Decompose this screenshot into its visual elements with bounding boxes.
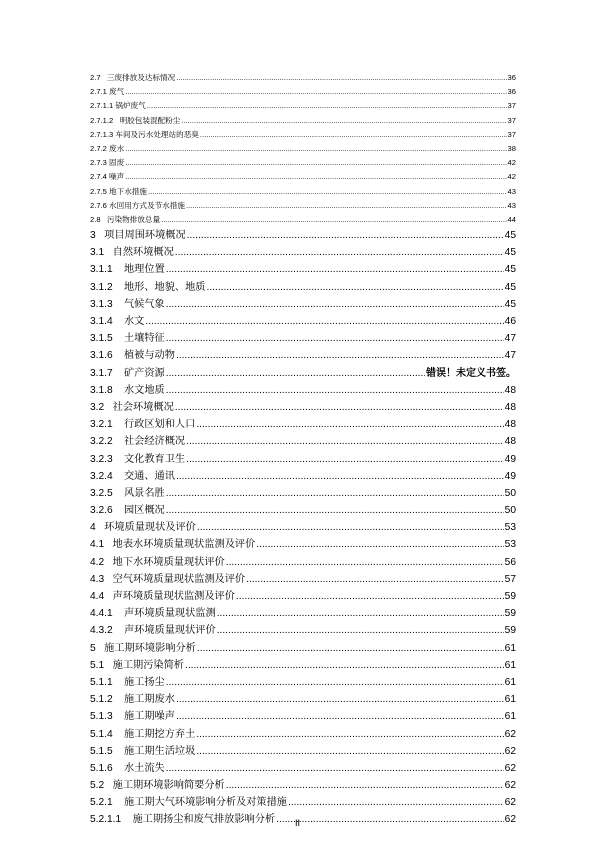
toc-leader-dots: [176, 71, 506, 85]
toc-page-number: 37: [507, 101, 516, 111]
toc-leader-dots: [207, 279, 504, 296]
toc-entry[interactable]: [90, 794, 516, 811]
toc-entry-spacing: [113, 502, 124, 519]
toc-page-number: 59: [504, 608, 516, 620]
toc-leader-dots: [125, 156, 506, 170]
toc-entry-title: 噪声: [109, 172, 125, 182]
toc-page-number: 62: [504, 762, 516, 774]
toc-entry-title: 交通、通讯: [124, 470, 175, 482]
toc-entry-number: 5.1.6: [90, 762, 113, 774]
toc-page-number: 62: [504, 797, 516, 809]
toc-page-number: 61: [504, 694, 516, 706]
toc-entry-number: 2.7: [90, 73, 101, 82]
toc-leader-dots: [186, 451, 504, 468]
toc-entry-spacing: [113, 674, 124, 691]
toc-entry-title: 污染物排放总量: [106, 214, 161, 224]
toc-leader-dots: [176, 468, 504, 485]
toc-leader-dots: [186, 433, 504, 450]
toc-leader-dots: [166, 330, 504, 347]
toc-entry-number: 5.1: [90, 659, 105, 671]
toc-entry-title: 地下水环境质量现状评价: [112, 556, 225, 568]
toc-entry[interactable]: [90, 213, 516, 227]
toc-entry-number: 2.7.1.3: [90, 129, 114, 139]
toc-entry-number: 2.7.2: [90, 143, 107, 153]
toc-entry[interactable]: [90, 365, 516, 382]
toc-entry-title: 水回用方式及节水措施: [109, 200, 185, 210]
toc-entry[interactable]: [90, 451, 516, 468]
toc-entry-number: 3.1.8: [90, 384, 113, 396]
toc-entry-title: 施工期环境影响分析: [104, 642, 196, 654]
toc-page-number: 49: [504, 470, 516, 482]
toc-entry-title: 施工期污染简析: [112, 659, 184, 671]
toc-leader-dots: [145, 313, 503, 330]
toc-leader-dots: [246, 571, 504, 588]
toc-leader-dots: [197, 640, 504, 657]
toc-entry-number: 4.3: [90, 573, 105, 585]
toc-entry-number: 2.7.1.1: [90, 101, 114, 111]
toc-page-number: 56: [504, 556, 516, 568]
toc-entry-spacing: [104, 536, 113, 553]
toc-entry-number: 5.1.2: [90, 694, 113, 706]
toc-entry-title: 项目周围环境概况: [104, 230, 186, 242]
toc-entry-title: 空气环境质量现状监测及评价: [112, 573, 246, 585]
toc-entry-title: 地下水措施: [109, 186, 147, 196]
toc-entry-title: 水土流失: [124, 762, 165, 774]
toc-page-number: 45: [504, 230, 516, 242]
toc-entry-number: 3.2.1: [90, 419, 113, 431]
toc-page-number: 61: [504, 642, 516, 654]
toc-entry-title: 声环境质量现状评价: [124, 625, 216, 637]
toc-page-number: 62: [504, 814, 516, 826]
toc-entry[interactable]: [90, 279, 516, 296]
toc-entry-spacing: [113, 347, 124, 364]
toc-entry-title: 三废排放及达标情况: [106, 73, 176, 82]
toc-entry-number: 2.7.6: [90, 200, 107, 210]
toc-leader-dots: [185, 657, 504, 674]
toc-page-number: 48: [504, 384, 516, 396]
toc-entry-title: 施工期环境影响简要分析: [112, 780, 225, 792]
toc-page-number: 45: [504, 298, 516, 310]
toc-leader-dots: [217, 622, 504, 639]
toc-page-number: 49: [504, 453, 516, 465]
toc-entry-spacing: [113, 365, 124, 382]
toc-entry-spacing: [113, 296, 124, 313]
toc-entry-number: 2.7.3: [90, 158, 107, 168]
toc-entry-number: 3.1: [90, 247, 105, 259]
toc-entry-number: 4.4.1: [90, 608, 113, 620]
toc-entry-title: 园区概况: [124, 505, 165, 517]
toc-entry[interactable]: [90, 296, 516, 313]
toc-page-number: 61: [504, 711, 516, 723]
toc-leader-dots: [166, 485, 504, 502]
toc-entry-title: 锅炉废气: [115, 101, 146, 111]
toc-entry[interactable]: [90, 468, 516, 485]
toc-page-number: 62: [504, 745, 516, 757]
toc-entry[interactable]: [90, 536, 516, 553]
toc-entry-title: 地理位置: [124, 264, 165, 276]
toc-leader-dots: [196, 743, 503, 760]
toc-entry[interactable]: [90, 743, 516, 760]
toc-entry-spacing: [113, 313, 124, 330]
toc-entry-spacing: [104, 399, 113, 416]
toc-leader-dots: [166, 365, 425, 382]
toc-entry-title: 声环境质量现状监测: [124, 608, 216, 620]
toc-entry-number: 3.1.5: [90, 333, 113, 345]
toc-entry-spacing: [113, 691, 124, 708]
toc-entry-number: 4.4: [90, 591, 105, 602]
toc-leader-dots: [125, 170, 506, 184]
toc-entry-number: 3: [90, 230, 96, 242]
toc-leader-dots: [125, 142, 506, 156]
toc-entry-title: 行政区划和人口: [124, 419, 196, 431]
toc-entry-number: 3.1.3: [90, 298, 113, 310]
toc-entry-number: 5.2.1: [90, 797, 113, 809]
toc-entry[interactable]: [90, 399, 516, 416]
toc-leader-dots: [147, 99, 507, 113]
toc-leader-dots: [175, 244, 504, 261]
toc-entry-number: 3.2.6: [90, 505, 113, 517]
toc-page-number: 53: [504, 539, 516, 551]
toc-entry-spacing: [113, 726, 124, 743]
toc-leader-dots: [148, 185, 507, 199]
toc-page-number: 48: [504, 401, 516, 413]
toc-entry[interactable]: [90, 433, 516, 450]
toc-entry-number: 3.1.2: [90, 281, 113, 293]
toc-leader-dots: [166, 382, 504, 399]
toc-entry-title: 施工期大气环境影响分析及对策措施: [124, 797, 287, 809]
toc-leader-dots: [197, 519, 504, 536]
toc-entry-title: 土壤特征: [124, 333, 165, 345]
toc-entry-title: 地表水环境质量现状监测及评价: [112, 539, 256, 551]
toc-entry-spacing: [113, 708, 124, 725]
toc-entry[interactable]: [90, 382, 516, 399]
toc-leader-dots: [186, 199, 507, 213]
toc-entry-number: 2.7.1: [90, 87, 107, 97]
toc-entry-spacing: [113, 485, 124, 502]
toc-entry[interactable]: [90, 640, 516, 657]
toc-entry[interactable]: [90, 227, 516, 244]
toc-entry-number: 2.7.5: [90, 186, 107, 196]
toc-leader-dots: [125, 85, 506, 99]
page-number: II: [294, 818, 300, 828]
toc-entry[interactable]: [90, 156, 516, 170]
toc-entry[interactable]: [90, 485, 516, 502]
toc-entry-number: 3.1.4: [90, 316, 113, 327]
toc-entry[interactable]: [90, 261, 516, 278]
toc-leader-dots: [166, 261, 504, 278]
toc-page-number: 61: [504, 659, 516, 671]
toc-entry-title: 明胶包装混配粉尘: [119, 115, 181, 125]
toc-entry-title: 环境质量现状及评价: [104, 522, 196, 534]
toc-entry-title: 社会经济概况: [124, 436, 186, 448]
toc-entry[interactable]: [90, 313, 516, 330]
toc-entry[interactable]: [90, 244, 516, 261]
toc-entry-number: 5.1.5: [90, 745, 113, 757]
toc-leader-dots: [196, 726, 503, 743]
toc-entry-number: 5.1.1: [90, 676, 113, 688]
toc-entry[interactable]: [90, 128, 516, 142]
toc-leader-dots: [176, 708, 504, 725]
toc-entry[interactable]: [90, 185, 516, 199]
toc-page-number: 57: [504, 573, 516, 585]
toc-page-number: 62: [504, 728, 516, 740]
toc-entry[interactable]: [90, 726, 516, 743]
toc-page-number: 62: [504, 780, 516, 792]
toc-entry-number: 4.1: [90, 539, 105, 551]
toc-entry[interactable]: [90, 85, 516, 99]
toc-entry-title: 社会环境概况: [112, 401, 174, 413]
toc-entry[interactable]: [90, 622, 516, 639]
toc-leader-dots: [176, 691, 504, 708]
toc-entry-spacing: [113, 451, 124, 468]
toc-page-number: 38: [507, 143, 516, 153]
toc-leader-dots: [236, 588, 504, 605]
toc-page-number: 50: [504, 487, 516, 499]
toc-page-number: 43: [507, 200, 516, 210]
toc-entry[interactable]: [90, 691, 516, 708]
toc-leader-dots: [226, 554, 504, 571]
toc-leader-dots: [166, 502, 504, 519]
toc-entry-number: 3.2.3: [90, 453, 113, 465]
toc-entry[interactable]: [90, 502, 516, 519]
toc-page-number: 43: [507, 186, 516, 196]
toc-entry[interactable]: [90, 519, 516, 536]
toc-entry-number: 4.2: [90, 556, 105, 568]
toc-page-number: 46: [504, 316, 516, 327]
toc-page-number: 48: [504, 419, 516, 431]
toc-entry-spacing: [113, 279, 124, 296]
toc-entry-spacing: [96, 519, 105, 536]
toc-entry[interactable]: [90, 554, 516, 571]
toc-page-number: 45: [504, 247, 516, 259]
toc-entry[interactable]: [90, 571, 516, 588]
toc-entry-number: 5.1.4: [90, 728, 113, 740]
toc-entry-spacing: [113, 622, 124, 639]
toc-entry-title: 水文地质: [124, 384, 165, 396]
toc-page-number: 36: [507, 73, 516, 82]
toc-entry-spacing: [96, 640, 105, 657]
toc-entry-spacing: [113, 416, 124, 433]
toc-entry-title: 声环境质量现状监测及评价: [112, 591, 235, 602]
toc-entry-number: 3.2.4: [90, 470, 113, 482]
toc-entry-title: 水文: [124, 316, 145, 327]
toc-entry-number: 3.1.1: [90, 264, 113, 276]
toc-entry-spacing: [104, 244, 113, 261]
toc-leader-dots: [166, 760, 504, 777]
toc-entry[interactable]: [90, 71, 516, 85]
toc-page-number: 42: [507, 172, 516, 182]
toc-page-number: 45: [504, 281, 516, 293]
toc-entry[interactable]: [90, 605, 516, 622]
toc-entry-number: 3.1.6: [90, 350, 113, 362]
toc-entry-spacing: [113, 468, 124, 485]
toc-page-number: 48: [504, 436, 516, 448]
toc-entry[interactable]: [90, 330, 516, 347]
toc-entry-title: 植被与动物: [124, 350, 175, 362]
toc-entry-spacing: [113, 433, 124, 450]
toc-entry-title: 施工期挖方弃土: [124, 728, 196, 740]
toc-entry[interactable]: [90, 708, 516, 725]
toc-entry-number: 3.2.5: [90, 487, 113, 499]
toc-page-number: 37: [507, 115, 516, 125]
toc-entry-spacing: [104, 554, 113, 571]
toc-entry-title: 施工期废水: [124, 694, 175, 706]
toc-entry[interactable]: [90, 760, 516, 777]
toc-entry[interactable]: [90, 657, 516, 674]
toc-entry-title: 废水: [109, 143, 125, 153]
toc-entry-number: 3.2.2: [90, 436, 113, 448]
toc-entry[interactable]: [90, 142, 516, 156]
toc-entry-number: 5.1.3: [90, 711, 113, 723]
toc-entry-spacing: [104, 777, 113, 794]
toc-entry[interactable]: [90, 99, 516, 113]
toc-entry-spacing: [104, 571, 113, 588]
toc-entry-spacing: [113, 743, 124, 760]
toc-entry-title: 自然环境概况: [112, 247, 174, 259]
toc-page-number: 36: [507, 87, 516, 97]
toc-entry-spacing: [113, 330, 124, 347]
toc-entry-number: 5: [90, 642, 96, 654]
toc-page-number: 59: [504, 625, 516, 637]
toc-page-number: 61: [504, 676, 516, 688]
toc-entry-title: 风景名胜: [124, 487, 165, 499]
toc-entry[interactable]: [90, 170, 516, 184]
toc-entry[interactable]: [90, 416, 516, 433]
toc-entry-title: 施工期生活垃圾: [124, 745, 196, 757]
toc-entry-spacing: [104, 588, 113, 605]
toc-page-number: 44: [507, 214, 516, 224]
toc-entry-title: 废气: [109, 87, 125, 97]
toc-entry-number: 4.3.2: [90, 625, 113, 637]
toc-entry[interactable]: [90, 347, 516, 364]
toc-entry-spacing: [96, 227, 105, 244]
toc-entry-number: 3.1.7: [90, 367, 113, 379]
toc-entry-spacing: [113, 794, 124, 811]
toc-leader-dots: [196, 416, 503, 433]
toc-leader-dots: [166, 296, 504, 313]
toc-page-number: 47: [504, 333, 516, 345]
toc-entry-title: 施工期扬尘和废气排放影响分析: [132, 814, 276, 826]
toc-entry-title: 施工期噪声: [124, 711, 175, 723]
toc-entry-spacing: [113, 382, 124, 399]
toc-page-number: 59: [504, 591, 516, 602]
toc-entry[interactable]: [90, 674, 516, 691]
toc-entry-number: 5.2.1.1: [90, 814, 122, 826]
toc-page-number: 45: [504, 264, 516, 276]
toc-entry-title: 矿产资源: [124, 367, 165, 379]
toc-error-message: 错误！未定义书签。: [426, 367, 516, 379]
toc-leader-dots: [166, 674, 504, 691]
toc-page-number: 50: [504, 505, 516, 517]
toc-page-number: 47: [504, 350, 516, 362]
toc-entry-title: 车间及污水处理站的恶臭: [115, 129, 199, 139]
toc-leader-dots: [256, 536, 503, 553]
toc-entry-number: 5.2: [90, 780, 105, 792]
toc-entry[interactable]: [90, 777, 516, 794]
toc-entry[interactable]: [90, 588, 516, 605]
toc-entry-number: 2.8: [90, 214, 101, 224]
toc-leader-dots: [200, 128, 507, 142]
toc-leader-dots: [187, 227, 504, 244]
toc-leader-dots: [217, 605, 504, 622]
toc-entry-number: 2.7.4: [90, 172, 107, 182]
toc-entry-spacing: [113, 261, 124, 278]
toc-entry-spacing: [104, 657, 113, 674]
toc-entry-number: 3.2: [90, 401, 105, 413]
toc-entry-spacing: [113, 760, 124, 777]
toc-leader-dots: [226, 777, 504, 794]
toc-leader-dots: [181, 114, 506, 128]
toc-page-number: 37: [507, 129, 516, 139]
toc-leader-dots: [288, 794, 504, 811]
toc-entry-title: 气候气象: [124, 298, 165, 310]
toc-leader-dots: [175, 399, 504, 416]
toc-entry-title: 文化教育卫生: [124, 453, 186, 465]
toc-entry-title: 地形、地貌、地质: [124, 281, 206, 293]
toc-entry-title: 固废: [109, 158, 125, 168]
toc-leader-dots: [176, 347, 504, 364]
toc-page-number: 53: [504, 522, 516, 534]
toc-entry-number: 4: [90, 522, 96, 534]
toc-entry-spacing: [113, 605, 124, 622]
table-of-contents: [90, 71, 516, 829]
toc-leader-dots: [161, 213, 506, 227]
toc-entry-number: 2.7.1.2: [90, 115, 114, 125]
toc-page-number: 42: [507, 158, 516, 168]
toc-entry-title: 施工扬尘: [124, 676, 165, 688]
toc-entry[interactable]: [90, 114, 516, 128]
toc-entry[interactable]: [90, 199, 516, 213]
